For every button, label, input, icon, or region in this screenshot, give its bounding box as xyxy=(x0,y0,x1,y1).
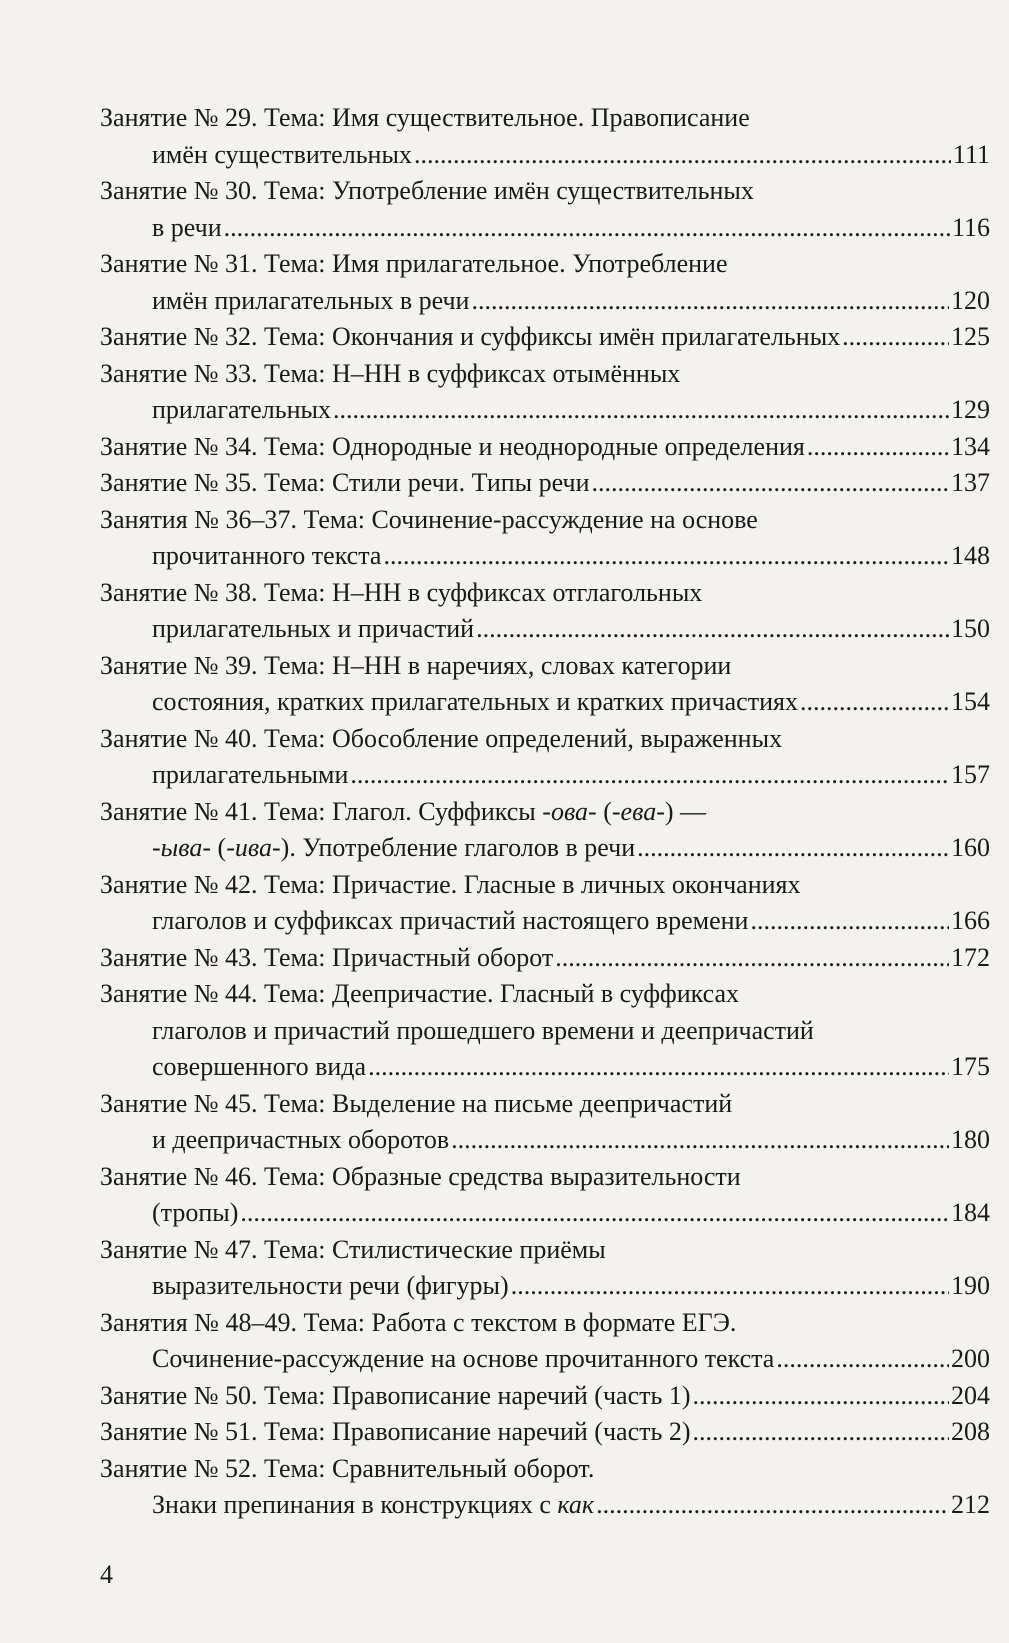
suffix-italic: -ыва- xyxy=(152,833,212,862)
dot-leader xyxy=(476,611,949,648)
toc-page-number: 129 xyxy=(951,395,990,424)
suffix-italic: -ива- xyxy=(226,833,281,862)
toc-entry-title: Занятие № 45. Тема: Выделение на письме деепричастий xyxy=(100,1088,733,1118)
dot-leader xyxy=(750,903,949,940)
dot-leader xyxy=(471,283,949,320)
toc-entry-title-cont: прочитанного текста xyxy=(152,541,382,570)
toc-entry-title: Занятия № 48–49. Тема: Работа с текстом в формате ЕГЭ. xyxy=(100,1307,737,1337)
toc-entry xyxy=(100,794,990,867)
toc-entry-title: Занятие № 38. Тема: Н–НН в суффиксах отглагольных xyxy=(100,577,703,607)
toc-entry-title: Занятие № 39. Тема: Н–НН в наречиях, словах категории xyxy=(100,650,732,680)
toc-entry-title: Занятие № 30. Тема: Употребление имён существительных xyxy=(100,176,754,205)
toc-entry-title-cont: прилагательных xyxy=(152,395,331,424)
toc-entry-title: Занятие № 47. Тема: Стилистические приёмы xyxy=(100,1234,606,1264)
toc-entry-title-cont: (тропы) xyxy=(152,1198,239,1227)
toc-entry xyxy=(100,1086,990,1159)
dot-leader xyxy=(383,538,949,575)
toc-entry-title-cont: прилагательными xyxy=(152,760,349,789)
toc-page-number: 150 xyxy=(951,614,990,643)
toc-page-number: 204 xyxy=(951,1380,990,1410)
toc-page-number: 212 xyxy=(951,1490,990,1519)
toc-page-number: 166 xyxy=(951,906,990,935)
toc-entry xyxy=(100,502,990,575)
dot-leader xyxy=(592,465,950,502)
toc-page-number: 125 xyxy=(951,322,990,351)
dot-leader xyxy=(350,757,949,794)
toc-entry xyxy=(100,867,990,940)
toc-entry-title-cont: выразительности речи (фигуры) xyxy=(152,1271,509,1300)
suffix-italic: -ова- xyxy=(542,796,597,826)
table-of-contents xyxy=(100,100,990,1524)
toc-entry-title-cont: состояния, кратких прилагательных и кратких причастиях xyxy=(152,687,798,716)
toc-entry xyxy=(100,575,990,648)
toc-entry xyxy=(100,429,990,466)
toc-entry xyxy=(100,173,990,246)
toc-entry xyxy=(100,465,990,502)
dot-leader xyxy=(776,1341,949,1378)
toc-entry-title: Занятие № 35. Тема: Стили речи. Типы речи xyxy=(100,468,590,497)
toc-entry-title-cont: в речи xyxy=(152,212,222,242)
toc-page-number: 154 xyxy=(951,687,990,716)
toc-page-number: 190 xyxy=(951,1271,990,1300)
toc-entry-title-cont: Сочинение-рассуждение на основе прочитанного текста xyxy=(152,1344,775,1373)
dot-leader xyxy=(596,1487,949,1524)
toc-entry-title-cont: прилагательных и причастий xyxy=(152,614,475,643)
dot-leader xyxy=(511,1268,949,1305)
dot-leader xyxy=(368,1049,949,1086)
toc-page-number: 116 xyxy=(951,212,990,242)
toc-entry-title-cont: имён прилагательных в речи xyxy=(152,285,470,315)
toc-entry-title-cont: глаголов и суффиксах причастий настоящего времени xyxy=(152,906,749,935)
dot-leader xyxy=(807,429,949,466)
dot-leader xyxy=(240,1195,949,1232)
toc-entry-title: Занятие № 29. Тема: Имя существительное. Правописание xyxy=(100,103,750,132)
toc-page-number: 172 xyxy=(951,942,990,972)
toc-entry-title: Занятия № 36–37. Тема: Сочинение-рассуждение на основе xyxy=(100,504,758,534)
toc-entry-title: Занятие № 34. Тема: Однородные и неоднородные определения xyxy=(100,431,805,461)
toc-page-number: 180 xyxy=(951,1125,990,1154)
dot-leader xyxy=(800,684,949,721)
toc-entry-title: Занятие № 41. Тема: Глагол. Суффиксы -ова- (-ева-) — xyxy=(100,796,707,826)
toc-page-number: 148 xyxy=(951,541,990,570)
toc-entry xyxy=(100,1232,990,1305)
dot-leader xyxy=(637,830,949,867)
toc-page-number: 208 xyxy=(951,1417,990,1446)
toc-entry-title-cont: глаголов и причастий прошедшего времени и деепричастий xyxy=(152,1015,814,1045)
toc-entry xyxy=(100,1305,990,1378)
toc-entry-title: Занятие № 42. Тема: Причастие. Гласные в личных окончаниях xyxy=(100,869,801,899)
toc-entry-title: Занятие № 40. Тема: Обособление определений, выраженных xyxy=(100,723,783,753)
toc-entry-title-cont: Знаки препинания в конструкциях с как xyxy=(152,1490,595,1519)
suffix-italic: -ева- xyxy=(611,796,665,826)
dot-leader xyxy=(414,137,951,174)
toc-entry-title-cont: имён существительных xyxy=(152,139,412,169)
toc-entry xyxy=(100,1414,990,1451)
toc-page-number: 175 xyxy=(951,1052,990,1081)
dot-leader xyxy=(692,1378,949,1415)
toc-entry-title-cont: -ыва- (-ива-). Употребление глаголов в речи xyxy=(152,833,636,862)
toc-page-number: 137 xyxy=(951,468,990,497)
toc-entry-title: Занятие № 31. Тема: Имя прилагательное. Употребление xyxy=(100,249,728,278)
page-number: 4 xyxy=(100,1560,113,1589)
toc-entry-title-cont: совершенного вида xyxy=(152,1052,367,1081)
toc-page-number: 120 xyxy=(951,285,990,315)
toc-entry xyxy=(100,100,990,173)
toc-entry xyxy=(100,940,990,977)
toc-page-number: 160 xyxy=(951,833,990,862)
toc-entry-title: Занятие № 43. Тема: Причастный оборот xyxy=(100,942,554,972)
toc-page-number: 111 xyxy=(952,139,990,169)
dot-leader xyxy=(842,319,949,356)
toc-entry xyxy=(100,648,990,721)
toc-entry-title: Занятие № 51. Тема: Правописание наречий (часть 2) xyxy=(100,1417,691,1446)
toc-entry xyxy=(100,246,990,319)
word-italic: как xyxy=(557,1490,595,1519)
toc-entry-title: Занятие № 33. Тема: Н–НН в суффиксах отымённых xyxy=(100,358,681,388)
toc-page-number: 200 xyxy=(951,1344,990,1373)
toc-entry xyxy=(100,319,990,356)
toc-entry xyxy=(100,721,990,794)
toc-entry-title: Занятие № 46. Тема: Образные средства выразительности xyxy=(100,1161,741,1191)
toc-entry xyxy=(100,356,990,429)
dot-leader xyxy=(555,940,949,977)
toc-entry xyxy=(100,1451,990,1524)
toc-entry xyxy=(100,976,990,1086)
toc-entry xyxy=(100,1159,990,1232)
toc-entry-title: Занятие № 32. Тема: Окончания и суффиксы имён прилагательных xyxy=(100,322,841,351)
toc-entry-title: Занятие № 52. Тема: Сравнительный оборот. xyxy=(100,1453,595,1483)
dot-leader xyxy=(692,1414,949,1451)
toc-page-number: 184 xyxy=(951,1198,990,1227)
toc-page-number: 134 xyxy=(951,431,990,461)
toc-entry-title: Занятие № 44. Тема: Деепричастие. Гласный в суффиксах xyxy=(100,979,740,1008)
toc-entry-title-cont: и деепричастных оборотов xyxy=(152,1125,450,1154)
dot-leader xyxy=(333,392,949,429)
toc-page-number: 157 xyxy=(951,760,990,789)
toc-entry-title: Занятие № 50. Тема: Правописание наречий (часть 1) xyxy=(100,1380,691,1410)
toc-entry xyxy=(100,1378,990,1415)
dot-leader xyxy=(224,210,950,247)
dot-leader xyxy=(451,1122,949,1159)
